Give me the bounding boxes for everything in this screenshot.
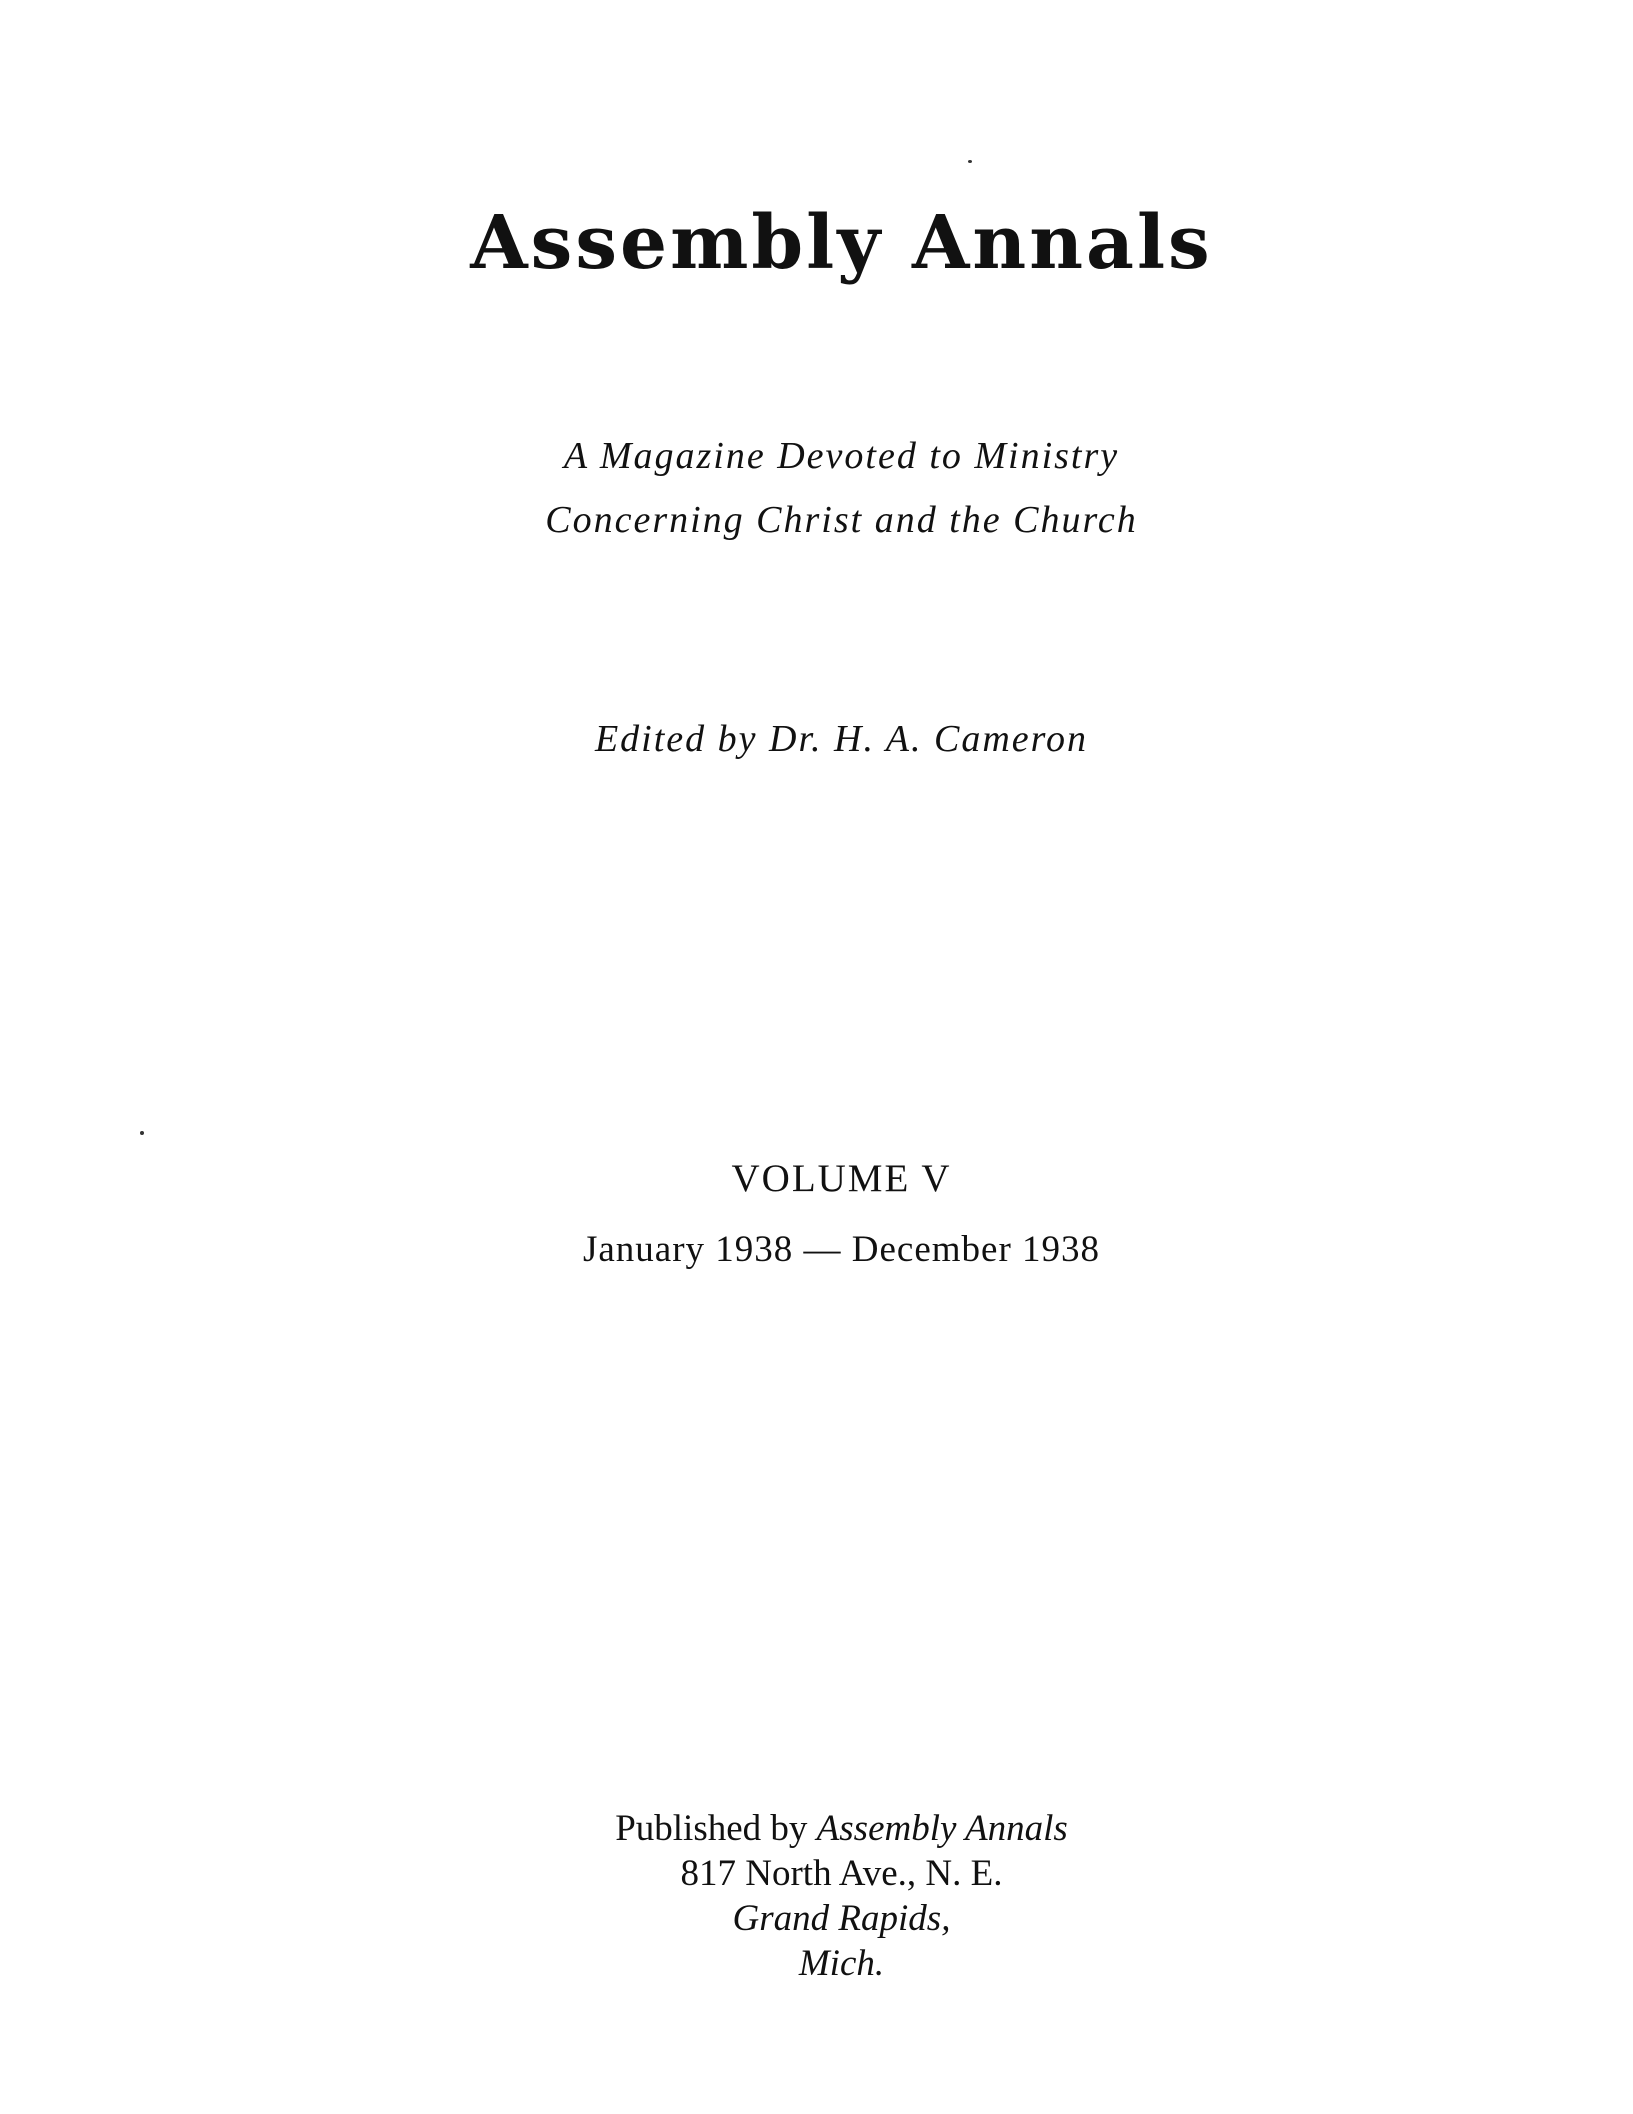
publisher-prefix: Published by [615,1808,808,1849]
scan-speck [968,160,972,163]
date-range: January 1938 — December 1938 [582,1229,1101,1270]
publisher-state: Mich. [798,1943,885,1984]
editor-credit: Edited by Dr. H. A. Cameron [594,718,1089,760]
publisher-name: Assembly Annals [816,1808,1068,1849]
subtitle-line-2: Concerning Christ and the Church [545,499,1138,541]
scan-speck [140,1131,144,1135]
magazine-title: Assembly Annals [470,200,1213,286]
publisher-line [0,1806,1633,1851]
publisher-city: Grand Rapids, [732,1898,951,1939]
subtitle [0,424,1633,552]
volume-number: VOLUME V [731,1157,952,1200]
subtitle-line-1: A Magazine Devoted to Ministry [563,435,1120,477]
publisher-address: 817 North Ave., N. E. [680,1853,1003,1894]
publisher-block [0,1806,1633,1986]
